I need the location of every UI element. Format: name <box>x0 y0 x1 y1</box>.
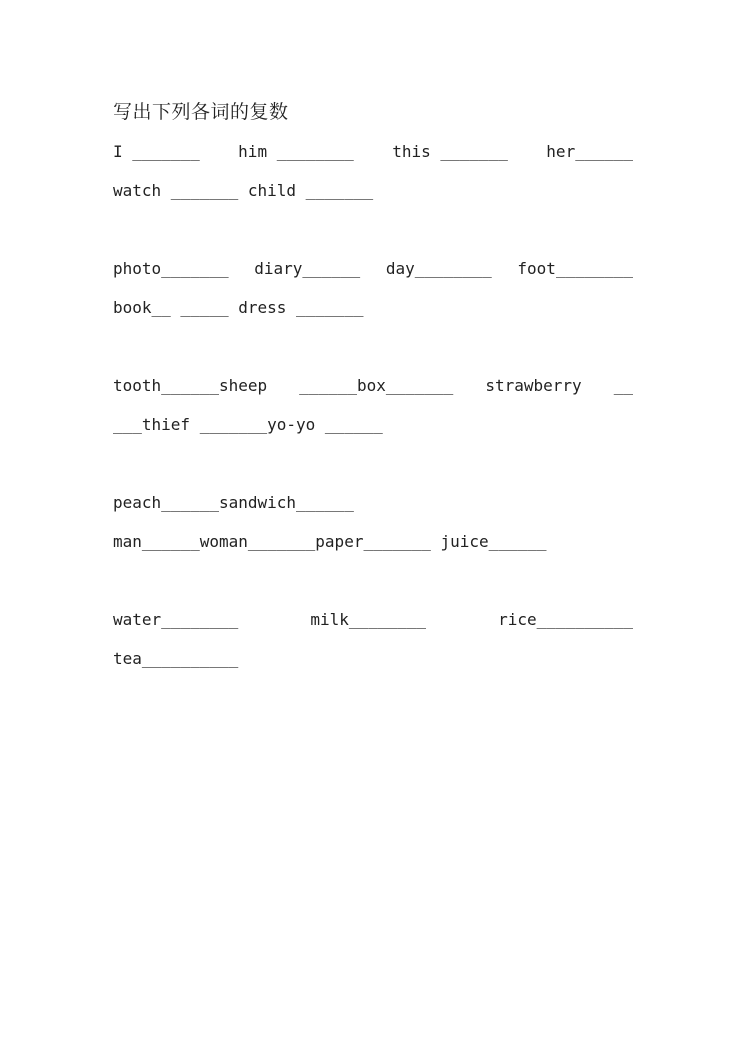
word-blank: day________ <box>385 259 492 278</box>
word-blank: tea__________ <box>113 649 239 668</box>
word-row <box>113 259 633 279</box>
word-row <box>113 415 633 435</box>
word-blank: watch _______ child _______ <box>113 181 374 200</box>
word-blank: water________ <box>113 610 239 629</box>
word-row <box>113 298 633 318</box>
word-row <box>113 649 633 669</box>
word-blank: this _______ <box>392 142 508 161</box>
word-blank: man______woman_______paper_______ juice______ <box>113 532 547 551</box>
word-blank: strawberry <box>485 376 582 395</box>
word-row <box>113 142 633 162</box>
word-row <box>113 493 633 513</box>
word-blank: her______ <box>546 142 633 161</box>
word-row <box>113 376 633 396</box>
word-blank: __ <box>613 376 633 395</box>
word-blank: foot________ <box>517 259 633 278</box>
word-blank: photo_______ <box>113 259 229 278</box>
page-title: 写出下列各词的复数 <box>113 101 289 123</box>
word-blank: diary______ <box>254 259 361 278</box>
word-blank: ______box_______ <box>299 376 454 395</box>
word-row <box>113 181 633 201</box>
word-blank: peach______sandwich______ <box>113 493 354 512</box>
word-blank: milk________ <box>310 610 426 629</box>
word-blank: book__ _____ dress _______ <box>113 298 364 317</box>
word-blank: rice__________ <box>498 610 633 629</box>
word-blank: tooth______sheep <box>113 376 268 395</box>
word-blank: I _______ <box>113 142 200 161</box>
word-blank: him ________ <box>238 142 354 161</box>
word-row <box>113 610 633 630</box>
word-row <box>113 532 633 552</box>
word-blank: ___thief _______yo-yo ______ <box>113 415 383 434</box>
